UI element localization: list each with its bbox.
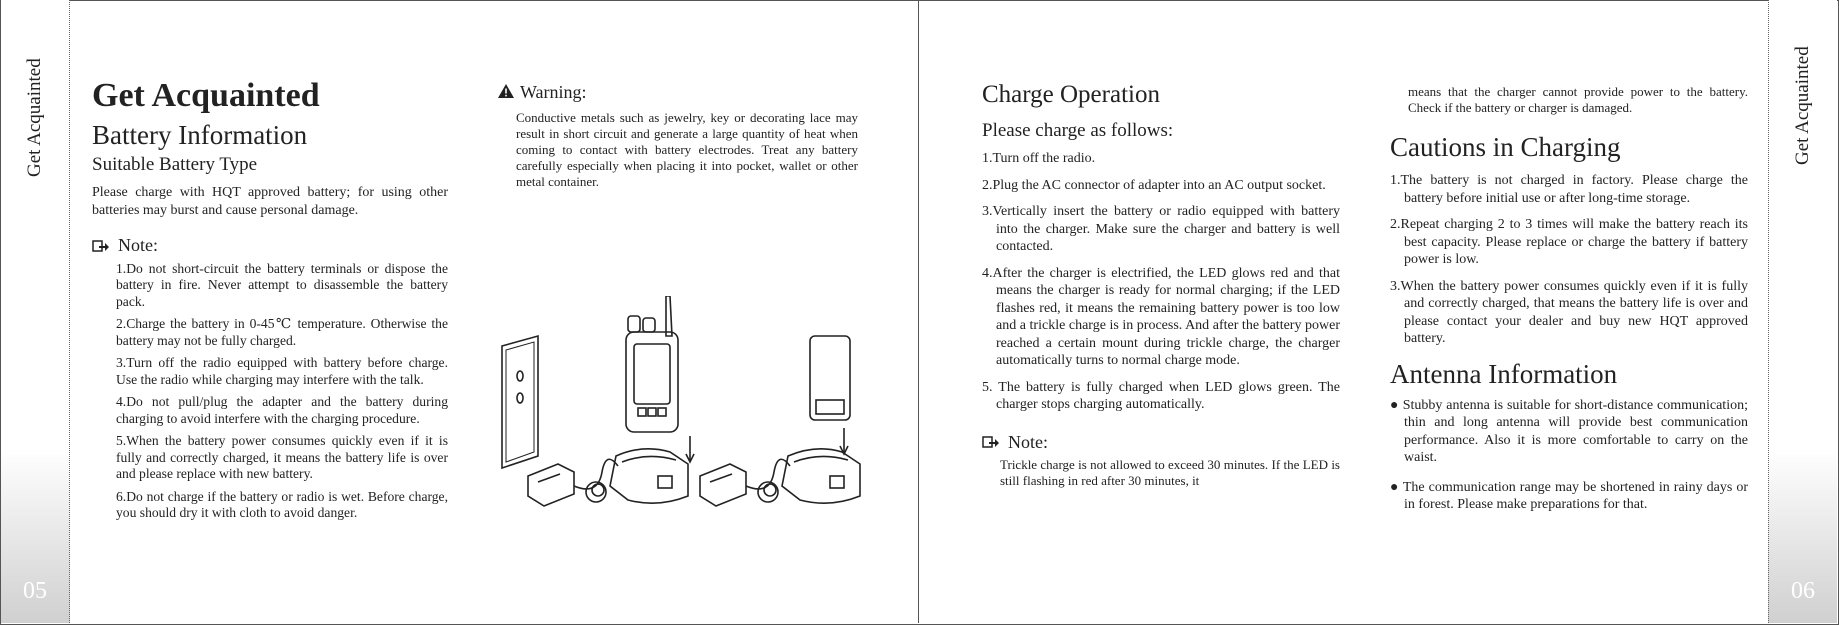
left-column-2 xyxy=(498,84,858,190)
right-tab-label: Get Acquainted xyxy=(1792,46,1813,165)
antenna-title: Antenna Information xyxy=(1390,358,1618,389)
note-hand-icon xyxy=(92,239,110,253)
left-page-number: 05 xyxy=(23,578,47,604)
left-tab-label: Get Acquainted xyxy=(24,58,45,177)
list-item: 1.The battery is not charged in factory. Please charge the battery before initial use or after long-time storage. xyxy=(1390,173,1748,206)
list-item: 2.Repeat charging 2 to 3 times will make the battery reach its best capacity. Please replace or charge the battery if battery power is low. xyxy=(1390,217,1748,267)
cautions-list xyxy=(1390,172,1748,348)
warning-text: Conductive metals such as jewelry, key or decorating lace may result in short circuit and generate a large quantity of heat when coming to contact with battery electrodes. Treat any battery carefully especially when placing it into pocket, wallet or other metal container. xyxy=(516,109,858,189)
antenna-item-text: The communication range may be shortened in rainy days or in forest. Please make preparations for that. xyxy=(1402,479,1749,512)
list-item: 1.Do not short-circuit the battery terminals or dispose the battery in fire. Never attempt to disassemble the battery pack. xyxy=(116,260,448,309)
page-title: Get Acquainted xyxy=(92,77,320,114)
battery-intro: Please charge with HQT approved battery; for using other batteries may burst and cause personal damage. xyxy=(92,185,448,218)
antenna-list xyxy=(1390,397,1748,514)
charge-operation-title: Charge Operation xyxy=(982,81,1160,108)
battery-notes-list xyxy=(116,261,448,522)
note-hand-icon xyxy=(982,435,1000,449)
list-item: ● The communication range may be shortened in rainy days or in forest. Please make preparations for that. xyxy=(1390,479,1749,512)
charge-note-text: Trickle charge is not allowed to exceed 30 minutes. If the LED is still flashing in red after 30 minutes, it xyxy=(1000,457,1340,488)
list-item: 2.Charge the battery in 0-45℃ temperature. Otherwise the battery may not be fully charged. xyxy=(116,316,448,348)
warning-heading xyxy=(498,84,858,102)
list-item: 5. The battery is fully charged when LED glows green. The charger stops charging automatically. xyxy=(982,379,1340,412)
list-item: 5.When the battery power consumes quickly even if it is fully and correctly charged, it means the battery life is over and please replace with new battery. xyxy=(116,433,448,481)
subsection-suitable-battery: Suitable Battery Type xyxy=(92,154,258,175)
warning-label: Warning: xyxy=(520,82,587,102)
charge-note-heading xyxy=(982,431,1340,452)
list-item: 3.Vertically insert the battery or radio equipped with battery into the charger. Make sure the charger and battery is well contacted. xyxy=(982,204,1340,254)
charge-note-continued: means that the charger cannot provide power to the battery. Check if the battery or charger is damaged. xyxy=(1408,84,1748,115)
left-column-1 xyxy=(92,76,448,528)
charge-steps-list xyxy=(982,150,1340,414)
left-side-tab xyxy=(1,0,70,623)
charging-illustration xyxy=(498,296,868,516)
right-column-1 xyxy=(982,78,1340,489)
list-item: 1.Turn off the radio. xyxy=(982,151,1096,166)
note-label: Note: xyxy=(1008,431,1048,452)
right-column-2 xyxy=(1390,84,1748,526)
charge-intro: Please charge as follows: xyxy=(982,120,1174,141)
right-page-number: 06 xyxy=(1791,578,1815,604)
warning-triangle-icon xyxy=(498,84,514,102)
note-label: Note: xyxy=(118,235,158,255)
list-item: 4.Do not pull/plug the adapter and the battery during charging to avoid interfere with the charging procedure. xyxy=(116,394,448,426)
list-item: 6.Do not charge if the battery or radio is wet. Before charge, you should dry it with cloth to avoid danger. xyxy=(116,488,448,520)
list-item: 3.Turn off the radio equipped with battery before charge. Use the radio while charging may interfere with the talk. xyxy=(116,355,448,387)
list-item: ● Stubby antenna is suitable for short-distance communication; thin and long antenna will provide best communication performance. Also it is more comfortable to carry on the waist. xyxy=(1390,397,1748,465)
section-battery-information: Battery Information xyxy=(92,120,308,150)
note-heading xyxy=(92,237,448,255)
list-item: 2.Plug the AC connector of adapter into an AC output socket. xyxy=(982,177,1326,193)
page-spine xyxy=(918,0,919,623)
cautions-title: Cautions in Charging xyxy=(1390,132,1621,162)
list-item: 4.After the charger is electrified, the LED glows red and that means the charger is ready for normal charging; if the LED flashes red, it means the remaining battery power is too low and a trickle charge is in process. And after the battery power reached a certain mount during trickle charge, the charger automatically turns to normal charge mode. xyxy=(982,265,1340,368)
antenna-item-text: Stubby antenna is suitable for short-distance communication; thin and long antenna will provide best communication performance. Also it is more comfortable to carry on the waist. xyxy=(1402,397,1748,465)
list-item: 3.When the battery power consumes quickly even if it is fully and correctly charged, that means the battery life is over and please contact your dealer and buy new HQT approved battery. xyxy=(1390,278,1748,346)
right-side-tab xyxy=(1768,0,1837,623)
